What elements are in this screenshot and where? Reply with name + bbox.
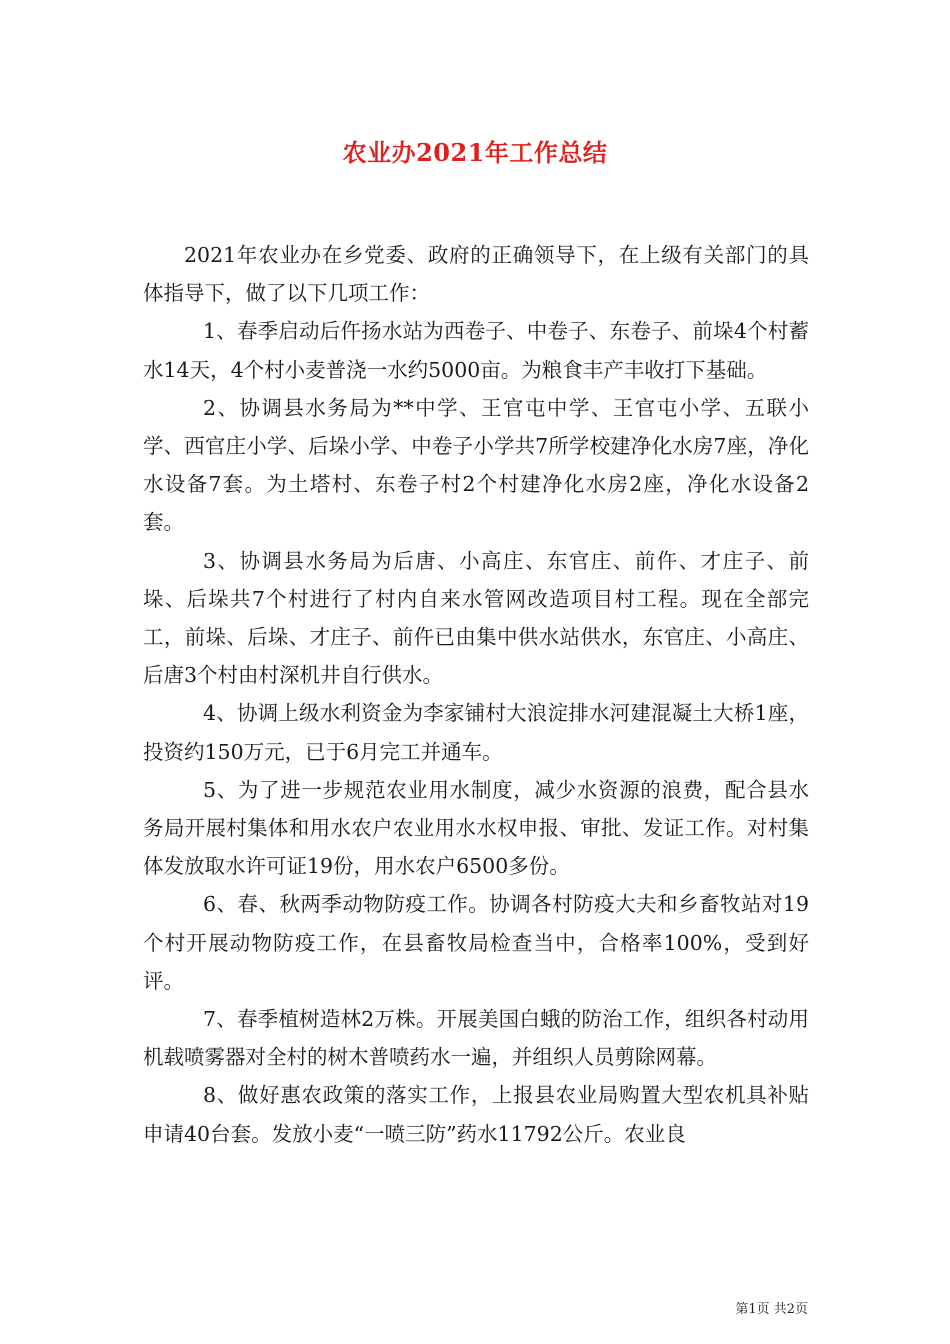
intro-paragraph: 2021年农业办在乡党委、政府的正确领导下，在上级有关部门的具体指导下，做了以下几项工作： <box>143 243 809 306</box>
document-title: 农业办2021年工作总结 <box>342 138 608 167</box>
work-item-6: 6、春、秋两季动物防疫工作。协调各村防疫大夫和乡畜牧站对19个村开展动物防疫工作，在县畜牧局检查当中，合格率100%，受到好评。 <box>143 892 809 993</box>
work-item-2: 2、协调县水务局为**中学、王官屯中学、王官屯小学、五联小学、西官庄小学、后垛小学、中卷子小学共7所学校建净化水房7座，净化水设备7套。为土塔村、东卷子村2个村建净化水房2座，净化水设备2套。 <box>143 395 809 535</box>
work-item-4: 4、协调上级水利资金为李家铺村大浪淀排水河建混凝土大桥1座，投资约150万元，已于6月完工并通车。 <box>143 701 809 764</box>
document-body <box>143 236 809 1153</box>
work-item-8: 8、做好惠农政策的落实工作，上报县农业局购置大型农机具补贴申请40台套。发放小麦“一喷三防”药水11792公斤。农业良 <box>143 1083 809 1146</box>
work-item-3: 3、协调县水务局为后唐、小高庄、东官庄、前仵、才庄子、前垛、后垛共7个村进行了村内自来水管网改造项目村工程。现在全部完工，前垛、后垛、才庄子、前仵已由集中供水站供水，东官庄、小高庄、后唐3个村由村深机井自行供水。 <box>143 548 809 688</box>
work-item-1: 1、春季启动后仵扬水站为西卷子、中卷子、东卷子、前垛4个村蓄水14天，4个村小麦普浇一水约5000亩。为粮食丰产丰收打下基础。 <box>143 319 809 382</box>
page-number: 第1页 共2页 <box>735 1302 808 1317</box>
work-item-5: 5、为了进一步规范农业用水制度，减少水资源的浪费，配合县水务局开展村集体和用水农户农业用水水权申报、审批、发证工作。对村集体发放取水许可证19份，用水农户6500多份。 <box>143 777 809 879</box>
work-item-7: 7、春季植树造林2万株。开展美国白蛾的防治工作，组织各村动用机载喷雾器对全村的树木普喷药水一遍，并组织人员剪除网幕。 <box>143 1007 809 1070</box>
